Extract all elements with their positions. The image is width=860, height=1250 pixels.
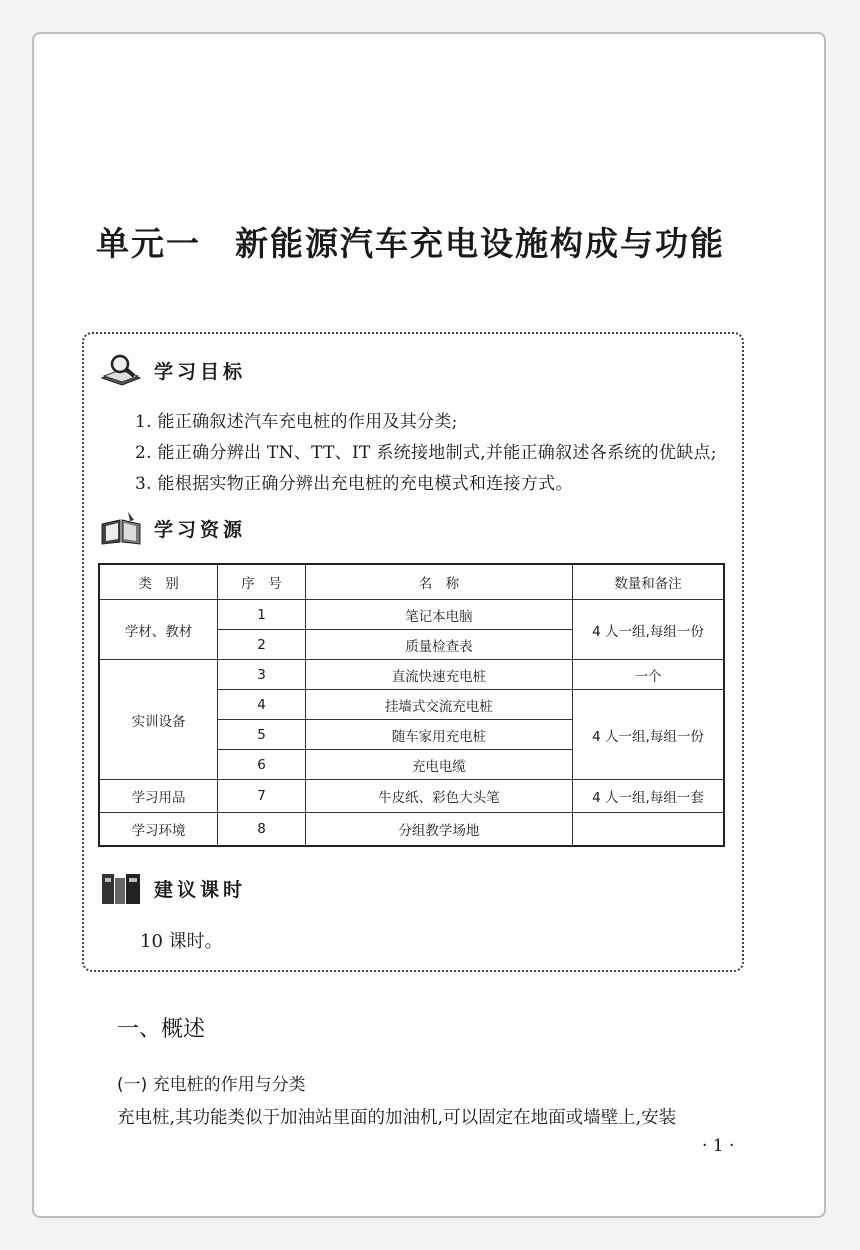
resources-table <box>98 563 725 847</box>
table-row <box>99 780 724 813</box>
learning-resources-heading: 学习资源 <box>100 510 246 546</box>
column-header: 序 号 <box>218 564 306 600</box>
number-cell: 3 <box>218 660 306 690</box>
magnifier-book-icon <box>100 352 144 388</box>
number-cell: 1 <box>218 600 306 630</box>
note-cell: 4 人一组,每组一份 <box>572 600 724 660</box>
column-header: 类 别 <box>99 564 218 600</box>
number-cell: 7 <box>218 780 306 813</box>
suggested-hours-text: 10 课时。 <box>140 931 223 952</box>
overview-subheading: (一) 充电桩的作用与分类 <box>117 1075 306 1095</box>
open-book-icon <box>100 510 144 546</box>
note-cell: 4 人一组,每组一套 <box>572 780 724 813</box>
overview-paragraph: 充电桩,其功能类似于加油站里面的加油机,可以固定在地面或墙壁上,安装 <box>117 1108 677 1128</box>
name-cell: 分组教学场地 <box>305 813 572 846</box>
suggested-hours-heading: 建议课时 <box>100 870 246 906</box>
unit-number: 单元一 <box>96 224 201 263</box>
learning-goals-heading: 学习目标 <box>100 352 246 388</box>
note-cell <box>572 813 724 846</box>
category-cell: 学习环境 <box>99 813 218 846</box>
column-header: 数量和备注 <box>572 564 724 600</box>
note-cell: 一个 <box>572 660 724 690</box>
note-cell: 4 人一组,每组一份 <box>572 690 724 780</box>
category-cell: 学习用品 <box>99 780 218 813</box>
number-cell: 4 <box>218 690 306 720</box>
number-cell: 8 <box>218 813 306 846</box>
name-cell: 直流快速充电桩 <box>305 660 572 690</box>
name-cell: 随车家用充电桩 <box>305 720 572 750</box>
unit-title <box>96 218 776 265</box>
table-row <box>99 600 724 630</box>
goal-item: 3. 能根据实物正确分辨出充电桩的充电模式和连接方式。 <box>135 474 573 494</box>
name-cell: 笔记本电脑 <box>305 600 572 630</box>
table-row <box>99 813 724 846</box>
goal-item: 1. 能正确叙述汽车充电桩的作用及其分类; <box>135 412 458 432</box>
number-cell: 5 <box>218 720 306 750</box>
category-cell: 实训设备 <box>99 660 218 780</box>
column-header: 名 称 <box>305 564 572 600</box>
name-cell: 质量检查表 <box>305 630 572 660</box>
page-number: · 1 · <box>702 1136 735 1156</box>
overview-heading: 一、概述 <box>117 1017 206 1042</box>
number-cell: 2 <box>218 630 306 660</box>
table-row <box>99 660 724 690</box>
name-cell: 挂墙式交流充电桩 <box>305 690 572 720</box>
goal-item: 2. 能正确分辨出 TN、TT、IT 系统接地制式,并能正确叙述各系统的优缺点; <box>135 443 717 463</box>
category-cell: 学材、教材 <box>99 600 218 660</box>
table-header-row <box>99 564 724 600</box>
name-cell: 牛皮纸、彩色大头笔 <box>305 780 572 813</box>
name-cell: 充电电缆 <box>305 750 572 780</box>
number-cell: 6 <box>218 750 306 780</box>
unit-title-text: 新能源汽车充电设施构成与功能 <box>235 224 725 263</box>
books-icon <box>100 870 144 906</box>
